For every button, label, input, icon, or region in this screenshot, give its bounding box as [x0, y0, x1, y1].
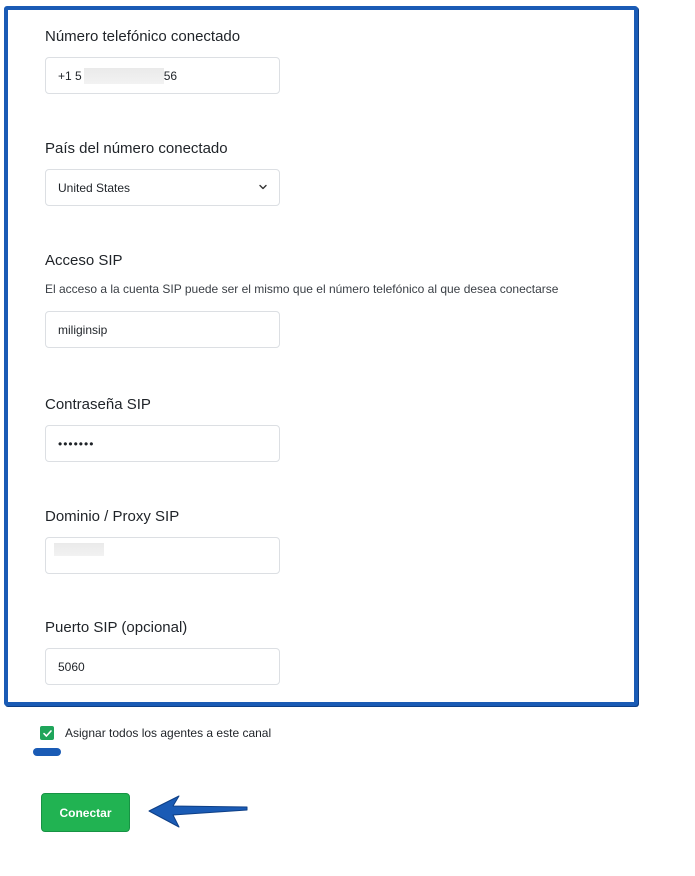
sip-port-field-group: [45, 619, 280, 685]
arrow-left-icon: [147, 794, 251, 830]
country-selected-value: United States: [58, 180, 131, 195]
country-select[interactable]: [45, 169, 280, 206]
sip-password-label: Contraseña SIP: [45, 396, 151, 413]
annotation-underline: [33, 748, 61, 756]
chevron-down-icon: [257, 181, 269, 193]
phone-input[interactable]: [45, 57, 280, 94]
phone-field-group: [45, 28, 280, 94]
sip-port-input[interactable]: [45, 648, 280, 685]
sip-login-label: Acceso SIP: [45, 252, 123, 269]
assign-all-row: [40, 726, 271, 740]
assign-all-label: Asignar todos los agentes a este canal: [65, 726, 272, 740]
assign-all-checkbox[interactable]: [40, 726, 54, 740]
sip-domain-input[interactable]: [45, 537, 280, 574]
country-field-group: [45, 140, 280, 206]
redacted-block: [54, 543, 104, 556]
redacted-block: [84, 68, 164, 84]
phone-value-prefix: +1 5: [58, 68, 82, 83]
sip-password-field-group: [45, 396, 280, 462]
sip-domain-label: Dominio / Proxy SIP: [45, 508, 180, 525]
country-label: País del número conectado: [45, 140, 228, 157]
sip-password-input[interactable]: [45, 425, 280, 462]
sip-domain-field-group: [45, 508, 280, 574]
sip-password-value: •••••••: [58, 436, 95, 451]
sip-port-label: Puerto SIP (opcional): [45, 619, 188, 636]
sip-login-field-group: [45, 252, 558, 348]
phone-label: Número telefónico conectado: [45, 28, 241, 45]
check-icon: [42, 728, 53, 739]
highlight-frame: [4, 6, 638, 706]
connect-button[interactable]: Conectar: [41, 793, 130, 832]
sip-login-help: El acceso a la cuenta SIP puede ser el mismo que el número telefónico al que desea conectarse: [45, 282, 559, 296]
sip-port-value: 5060: [58, 659, 85, 674]
sip-login-input[interactable]: [45, 311, 280, 348]
phone-value-suffix: 56: [163, 68, 178, 83]
sip-login-value: miliginsip: [58, 322, 108, 337]
